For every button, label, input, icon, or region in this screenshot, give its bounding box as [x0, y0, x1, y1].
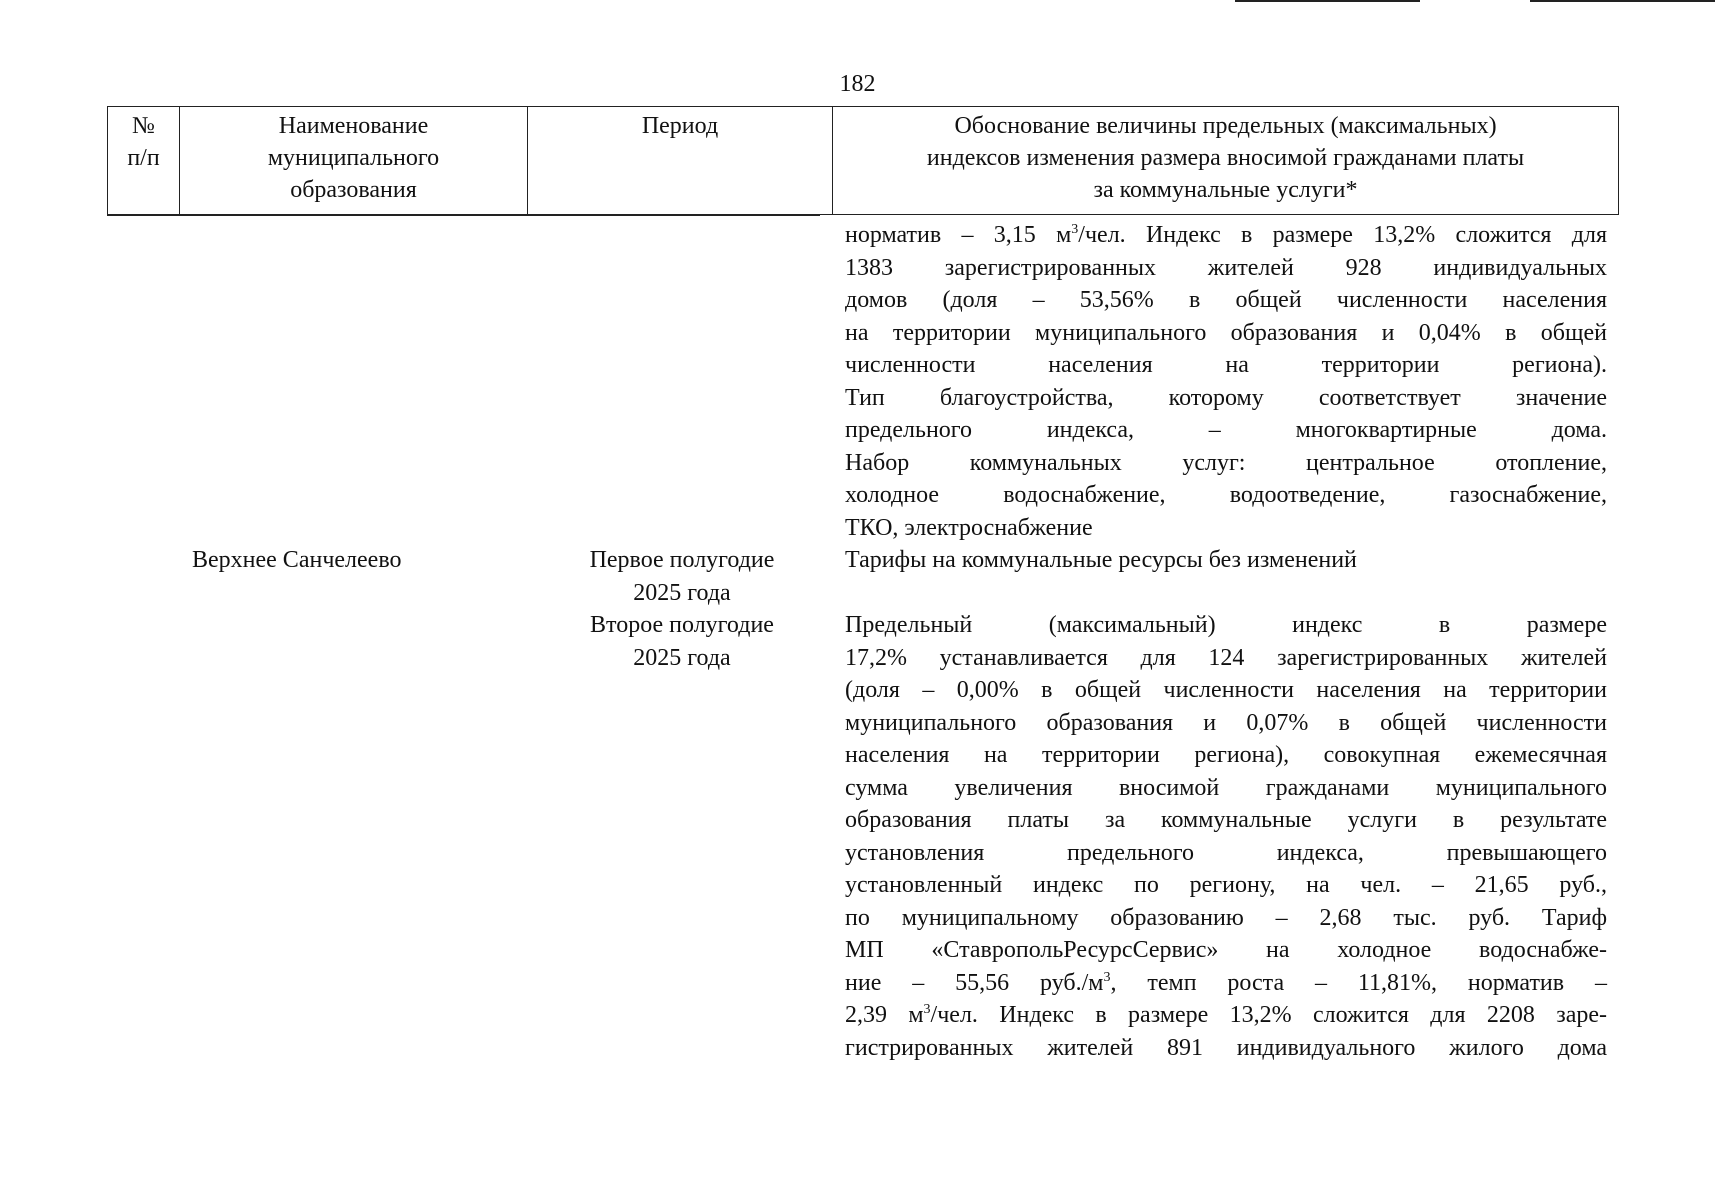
top-edge-rule	[1235, 0, 1420, 2]
header-municipality-line: образования	[290, 177, 417, 203]
text-line: 17,2% устанавливается для 124 зарегистрированных жителей	[845, 644, 1607, 671]
text-line: предельного индекса, – многоквартирные дома.	[845, 417, 1607, 443]
table-header	[107, 106, 1619, 215]
text-line: на территории муниципального образования и 0,04% в общей	[845, 319, 1607, 346]
text-line: Предельный (максимальный) индекс в размере	[845, 612, 1607, 638]
text-line	[845, 999, 1607, 1032]
text-fragment: норматив – 3,15 м	[845, 222, 1072, 248]
text-line	[845, 967, 1607, 1000]
text-line: МП «СтавропольРесурсСервис» на холодное водоснабже-	[845, 937, 1607, 963]
justification-second-half	[845, 609, 1607, 1064]
header-justification-line: индексов изменения размера вносимой гражданами платы	[926, 145, 1525, 171]
text-line: муниципального образования и 0,07% в общей численности	[845, 709, 1607, 736]
text-line: 1383 зарегистрированных жителей 928 индивидуальных	[845, 254, 1607, 281]
header-number-line: №	[132, 113, 155, 139]
period-second-line: Второе полугодие	[590, 612, 774, 638]
text-fragment: /чел. Индекс в размере 13,2% сложится для 2208 заре-	[930, 1002, 1608, 1028]
justification-first-half: Тарифы на коммунальные ресурсы без изменений	[845, 547, 1357, 573]
text-line: ТКО, электроснабжение	[845, 514, 1093, 541]
text-line: Тип благоустройства, которому соответствует значение	[845, 384, 1607, 411]
text-line: образования платы за коммунальные услуги в результате	[845, 807, 1607, 833]
text-line: холодное водоснабжение, водоотведение, газоснабжение,	[845, 482, 1607, 508]
superscript: 3	[923, 1002, 931, 1017]
text-line: сумма увеличения вносимой гражданами муниципального	[845, 774, 1607, 801]
text-line: по муниципальному образованию – 2,68 тыс. руб. Тариф	[845, 904, 1607, 931]
header-municipality	[180, 107, 528, 214]
text-line	[845, 219, 1607, 252]
text-line: Набор коммунальных услуг: центральное отопление,	[845, 449, 1607, 476]
text-line: численности населения на территории региона).	[845, 352, 1607, 378]
header-justification-line: за коммунальные услуги*	[1093, 177, 1358, 203]
municipality-name: Верхнее Санчелеево	[192, 547, 402, 573]
header-number	[108, 107, 180, 214]
justification-continuation	[845, 219, 1607, 544]
superscript: 3	[1071, 222, 1079, 237]
period-first-line: 2025 года	[633, 579, 731, 606]
top-edge-rule-right	[1530, 0, 1715, 2]
text-fragment: /чел. Индекс в размере 13,2% сложится для	[1078, 222, 1607, 248]
text-fragment: 2,39 м	[845, 1002, 924, 1028]
text-line: (доля – 0,00% в общей численности населения на территории	[845, 677, 1607, 703]
text-fragment: , темп роста – 11,81%, норматив –	[1110, 969, 1607, 996]
text-line: гистрированных жителей 891 индивидуального жилого дома	[845, 1034, 1607, 1061]
text-line: домов (доля – 53,56% в общей численности населения	[845, 287, 1607, 313]
header-municipality-line: муниципального	[267, 145, 440, 171]
text-line: установленный индекс по региону, на чел. – 21,65 руб.,	[845, 872, 1607, 898]
period-second-line: 2025 года	[633, 644, 731, 671]
header-municipality-line: Наименование	[278, 113, 429, 139]
header-justification	[833, 107, 1618, 214]
header-number-line: п/п	[127, 145, 160, 171]
period-second-half	[546, 609, 818, 674]
header-period-line: Период	[641, 113, 719, 139]
text-fragment: ние – 55,56 руб./м	[845, 969, 1104, 996]
header-bottom-rule	[107, 214, 820, 216]
period-first-line: Первое полугодие	[589, 547, 775, 573]
header-period	[528, 107, 833, 214]
period-first-half	[546, 544, 818, 609]
text-line: населения на территории региона), совокупная ежемесячная	[845, 742, 1607, 768]
superscript: 3	[1103, 969, 1111, 985]
header-justification-line: Обоснование величины предельных (максимальных)	[954, 113, 1497, 139]
page-number: 182	[839, 71, 876, 97]
text-line: установления предельного индекса, превышающего	[845, 839, 1607, 866]
